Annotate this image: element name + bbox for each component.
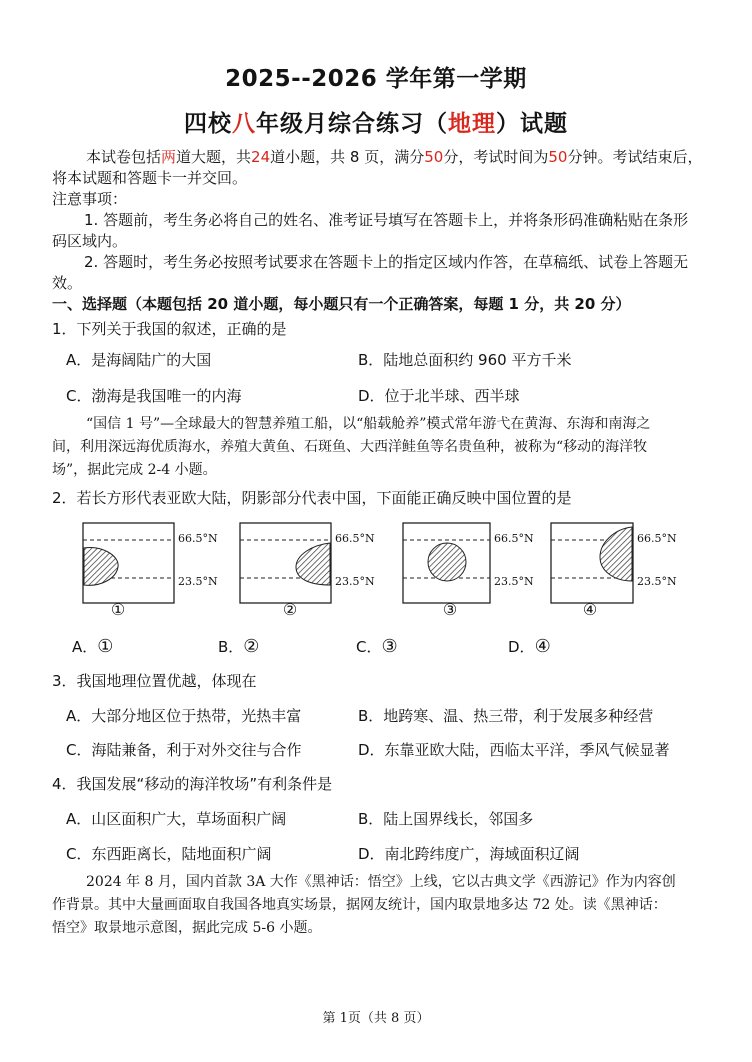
passage-2-line1: 2024 年 8 月，国内首款 3A 大作《黑神话：悟空》上线，它以古典文学《西游记》作为内容创 — [86, 874, 676, 890]
notice-item-2-line2: 效。 — [52, 274, 83, 292]
figure-3 — [403, 523, 534, 619]
question-3-stem: 3．我国地理位置优越，体现在 — [52, 672, 257, 690]
figure-4-lat-bottom: 23.5°N — [637, 575, 677, 588]
question-3-option-c: C．海陆兼备，利于对外交往与合作 — [66, 741, 302, 759]
question-4-option-b: B．陆上国界线长，邻国多 — [358, 810, 534, 828]
question-1-option-d: D．位于北半球、西半球 — [358, 387, 520, 405]
notice-item-1-line2: 码区域内。 — [52, 232, 128, 250]
question-4-option-d: D．南北跨纬度广，海域面积辽阔 — [358, 845, 580, 863]
passage-1-line1: “国信 1 号”—全球最大的智慧养殖工船，以“船载舱养”模式常年游弋在黄海、东海和南海之 — [86, 416, 651, 432]
figure-2-lat-bottom: 23.5°N — [335, 575, 375, 588]
question-4-stem: 4．我国发展“移动的海洋牧场”有利条件是 — [52, 775, 333, 793]
question-2-option-c: C．③ — [356, 636, 398, 657]
paper-title-term: 2025--2026 学年第一学期 — [225, 66, 527, 92]
paper-title: 四校八年级月综合练习（地理）试题 — [184, 111, 568, 137]
page-number: 第 1页（共 8 页） — [322, 1011, 430, 1026]
question-1-option-c: C．渤海是我国唯一的内海 — [66, 387, 242, 405]
passage-2-line3: 悟空》取景地示意图，据此完成 5-6 小题。 — [52, 920, 322, 936]
question-4-option-c: C．东西距离长，陆地面积广阔 — [66, 845, 272, 863]
figure-4 — [551, 523, 677, 619]
figure-1-lat-top: 66.5°N — [178, 532, 218, 545]
question-3-option-b: B．地跨寒、温、热三带，利于发展多种经营 — [358, 707, 654, 725]
notice-title: 注意事项： — [52, 190, 128, 208]
question-2-option-a: A．① — [72, 636, 114, 657]
passage-1-line3: 场”，据此完成 2-4 小题。 — [52, 462, 217, 478]
question-3-option-d: D．东靠亚欧大陆，西临太平洋，季风气候显著 — [358, 741, 670, 759]
question-2-figures — [0, 515, 752, 625]
figure-4-label: ④ — [582, 600, 598, 619]
figure-1-lat-bottom: 23.5°N — [178, 575, 218, 588]
question-2-stem: 2．若长方形代表亚欧大陆，阴影部分代表中国，下面能正确反映中国位置的是 — [52, 489, 572, 507]
figure-3-lat-top: 66.5°N — [494, 532, 534, 545]
notice-item-2-line1: 2. 答题时，考生务必按照考试要求在答题卡上的指定区域内作答，在草稿纸、试卷上答题无 — [84, 253, 689, 271]
passage-2-line2: 作背景。其中大量画面取自我国各地真实场景，据网友统计，国内取景地多达 72 处。读《黑神话： — [52, 897, 667, 913]
figure-1-label: ① — [110, 600, 126, 619]
question-2-option-b: B．② — [218, 636, 260, 657]
section-heading-choice: 一、选择题（本题包括 20 道小题，每小题只有一个正确答案，每题 1 分，共 20 分） — [52, 295, 631, 313]
question-4-option-a: A．山区面积广大，草场面积广阔 — [66, 810, 287, 828]
figure-3-lat-bottom: 23.5°N — [494, 575, 534, 588]
question-1-option-a: A．是海阔陆广的大国 — [66, 351, 212, 369]
figure-2 — [240, 523, 375, 619]
notice-item-1-line1: 1. 答题前，考生务必将自己的姓名、准考证号填写在答题卡上，并将条形码准确粘贴在条形 — [84, 211, 689, 229]
question-3-option-a: A．大部分地区位于热带，光热丰富 — [66, 707, 302, 725]
figure-2-lat-top: 66.5°N — [335, 532, 375, 545]
question-1-option-b: B．陆地总面积约 960 平方千米 — [358, 351, 572, 369]
intro-paragraph-line1: 本试卷包括两道大题，共24道小题，共 8 页，满分50分，考试时间为50分钟。考试结束后， — [86, 148, 703, 166]
intro-paragraph-line2: 将本试题和答题卡一并交回。 — [52, 169, 248, 187]
figure-2-label: ② — [282, 600, 298, 619]
passage-1-line2: 间，利用深远海优质海水，养殖大黄鱼、石斑鱼、大西洋鲑鱼等名贵鱼种，被称为“移动的海洋牧 — [52, 439, 648, 455]
question-2-option-d: D．④ — [508, 636, 551, 657]
figure-1 — [83, 523, 218, 619]
figure-4-lat-top: 66.5°N — [637, 532, 677, 545]
question-1-stem: 1．下列关于我国的叙述，正确的是 — [52, 320, 287, 338]
figure-3-label: ③ — [442, 600, 458, 619]
